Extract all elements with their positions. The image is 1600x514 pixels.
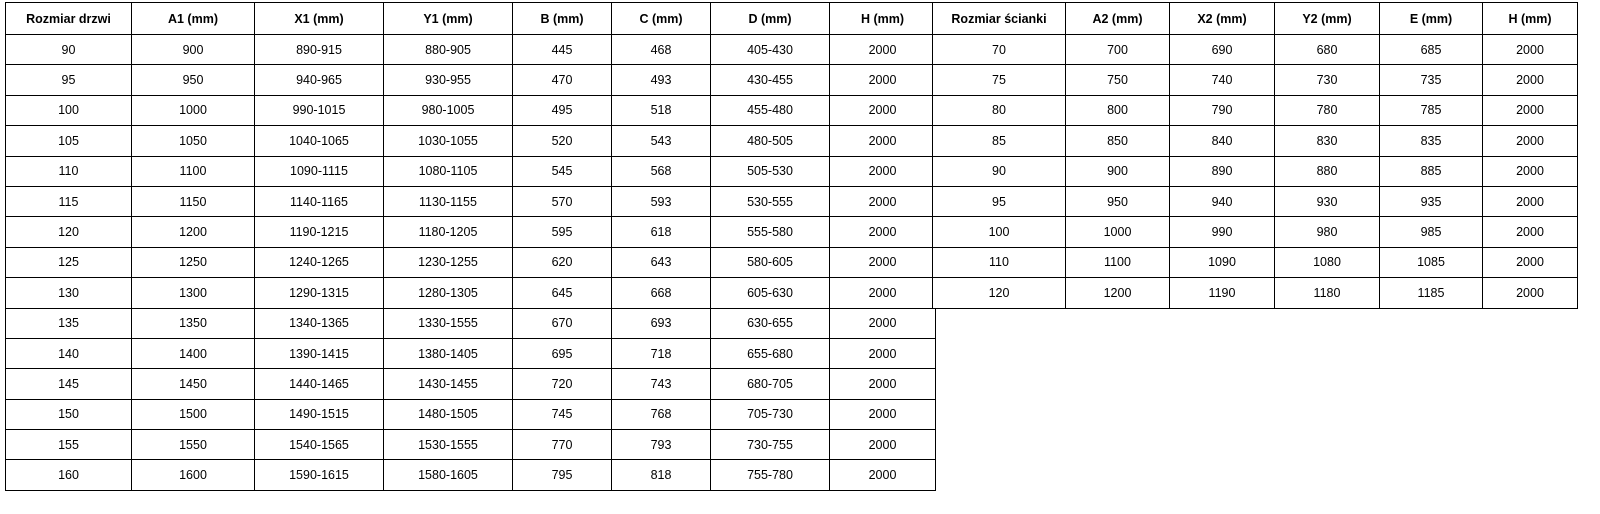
door-column-header: C (mm) [612, 3, 711, 35]
table-cell: 1150 [132, 186, 255, 216]
table-cell: 1540-1565 [255, 430, 384, 460]
table-cell: 2000 [830, 247, 936, 277]
table-cell: 1590-1615 [255, 460, 384, 490]
wall-column-header: H (mm) [1483, 3, 1578, 35]
table-cell: 100 [933, 217, 1066, 247]
table-cell: 618 [612, 217, 711, 247]
table-row [933, 35, 1578, 65]
table-row [6, 430, 936, 460]
table-cell: 1250 [132, 247, 255, 277]
table-cell: 1290-1315 [255, 278, 384, 308]
table-cell: 885 [1380, 156, 1483, 186]
table-cell: 840 [1170, 126, 1275, 156]
table-cell: 2000 [1483, 278, 1578, 308]
table-cell: 1000 [1066, 217, 1170, 247]
table-cell: 785 [1380, 95, 1483, 125]
table-cell: 1230-1255 [384, 247, 513, 277]
table-cell: 690 [1170, 35, 1275, 65]
table-cell: 718 [612, 338, 711, 368]
table-row [933, 217, 1578, 247]
table-cell: 1090-1115 [255, 156, 384, 186]
table-cell: 1480-1505 [384, 399, 513, 429]
table-cell: 1080 [1275, 247, 1380, 277]
table-cell: 980-1005 [384, 95, 513, 125]
table-cell: 1200 [132, 217, 255, 247]
table-cell: 605-630 [711, 278, 830, 308]
door-dimensions-table [5, 2, 936, 491]
table-cell: 793 [612, 430, 711, 460]
table-cell: 150 [6, 399, 132, 429]
table-cell: 1190-1215 [255, 217, 384, 247]
table-cell: 695 [513, 338, 612, 368]
table-cell: 740 [1170, 65, 1275, 95]
table-cell: 2000 [830, 430, 936, 460]
table-cell: 130 [6, 278, 132, 308]
table-cell: 880 [1275, 156, 1380, 186]
table-cell: 705-730 [711, 399, 830, 429]
table-cell: 880-905 [384, 35, 513, 65]
table-cell: 730-755 [711, 430, 830, 460]
table-cell: 430-455 [711, 65, 830, 95]
table-cell: 480-505 [711, 126, 830, 156]
table-cell: 990 [1170, 217, 1275, 247]
door-column-header: B (mm) [513, 3, 612, 35]
table-row [933, 126, 1578, 156]
table-cell: 1190 [1170, 278, 1275, 308]
table-cell: 120 [933, 278, 1066, 308]
table-cell: 2000 [830, 369, 936, 399]
table-cell: 1100 [132, 156, 255, 186]
table-cell: 493 [612, 65, 711, 95]
table-cell: 655-680 [711, 338, 830, 368]
table-row [6, 338, 936, 368]
table-row [6, 278, 936, 308]
table-cell: 1530-1555 [384, 430, 513, 460]
table-cell: 1350 [132, 308, 255, 338]
table-cell: 800 [1066, 95, 1170, 125]
table-cell: 2000 [830, 126, 936, 156]
table-cell: 568 [612, 156, 711, 186]
table-cell: 930 [1275, 186, 1380, 216]
table-cell: 780 [1275, 95, 1380, 125]
table-cell: 1340-1365 [255, 308, 384, 338]
table-cell: 900 [1066, 156, 1170, 186]
table-cell: 755-780 [711, 460, 830, 490]
table-cell: 2000 [830, 35, 936, 65]
table-cell: 1280-1305 [384, 278, 513, 308]
table-cell: 630-655 [711, 308, 830, 338]
table-cell: 135 [6, 308, 132, 338]
table-cell: 530-555 [711, 186, 830, 216]
table-cell: 95 [6, 65, 132, 95]
wall-table-body [933, 35, 1578, 309]
table-row [933, 95, 1578, 125]
table-cell: 743 [612, 369, 711, 399]
table-cell: 685 [1380, 35, 1483, 65]
table-cell: 75 [933, 65, 1066, 95]
table-cell: 680-705 [711, 369, 830, 399]
table-cell: 2000 [1483, 156, 1578, 186]
door-column-header: Rozmiar drzwi [6, 3, 132, 35]
table-row [6, 95, 936, 125]
table-cell: 770 [513, 430, 612, 460]
door-table-header [6, 3, 936, 35]
table-cell: 2000 [830, 186, 936, 216]
table-cell: 1440-1465 [255, 369, 384, 399]
table-cell: 768 [612, 399, 711, 429]
table-cell: 115 [6, 186, 132, 216]
table-cell: 2000 [830, 278, 936, 308]
table-cell: 1600 [132, 460, 255, 490]
table-cell: 70 [933, 35, 1066, 65]
table-cell: 2000 [1483, 217, 1578, 247]
table-row [6, 65, 936, 95]
table-cell: 980 [1275, 217, 1380, 247]
table-cell: 1100 [1066, 247, 1170, 277]
wall-column-header: X2 (mm) [1170, 3, 1275, 35]
table-cell: 1500 [132, 399, 255, 429]
table-cell: 100 [6, 95, 132, 125]
table-cell: 720 [513, 369, 612, 399]
table-cell: 543 [612, 126, 711, 156]
table-cell: 990-1015 [255, 95, 384, 125]
table-cell: 890-915 [255, 35, 384, 65]
table-cell: 2000 [830, 65, 936, 95]
door-column-header: D (mm) [711, 3, 830, 35]
table-row [6, 156, 936, 186]
table-row [933, 247, 1578, 277]
table-cell: 518 [612, 95, 711, 125]
table-cell: 593 [612, 186, 711, 216]
table-cell: 643 [612, 247, 711, 277]
door-table-body [6, 35, 936, 491]
table-cell: 1040-1065 [255, 126, 384, 156]
table-row [6, 460, 936, 490]
table-cell: 1550 [132, 430, 255, 460]
table-cell: 645 [513, 278, 612, 308]
table-row [6, 247, 936, 277]
wall-column-header: Y2 (mm) [1275, 3, 1380, 35]
table-row [933, 278, 1578, 308]
table-cell: 145 [6, 369, 132, 399]
table-cell: 580-605 [711, 247, 830, 277]
table-cell: 1130-1155 [384, 186, 513, 216]
table-row [933, 65, 1578, 95]
table-cell: 468 [612, 35, 711, 65]
table-cell: 850 [1066, 126, 1170, 156]
table-cell: 680 [1275, 35, 1380, 65]
table-cell: 1080-1105 [384, 156, 513, 186]
table-cell: 795 [513, 460, 612, 490]
table-cell: 445 [513, 35, 612, 65]
table-cell: 2000 [830, 338, 936, 368]
table-cell: 750 [1066, 65, 1170, 95]
table-cell: 940-965 [255, 65, 384, 95]
table-cell: 155 [6, 430, 132, 460]
table-row [6, 308, 936, 338]
table-cell: 745 [513, 399, 612, 429]
table-cell: 105 [6, 126, 132, 156]
table-cell: 160 [6, 460, 132, 490]
table-row [6, 217, 936, 247]
table-row [6, 369, 936, 399]
door-column-header: X1 (mm) [255, 3, 384, 35]
table-cell: 1200 [1066, 278, 1170, 308]
table-cell: 1330-1555 [384, 308, 513, 338]
table-cell: 935 [1380, 186, 1483, 216]
table-cell: 595 [513, 217, 612, 247]
table-cell: 120 [6, 217, 132, 247]
door-column-header: Y1 (mm) [384, 3, 513, 35]
table-cell: 1300 [132, 278, 255, 308]
table-cell: 790 [1170, 95, 1275, 125]
table-cell: 95 [933, 186, 1066, 216]
table-cell: 2000 [830, 217, 936, 247]
wall-column-header: Rozmiar ścianki [933, 3, 1066, 35]
door-column-header: H (mm) [830, 3, 936, 35]
table-cell: 455-480 [711, 95, 830, 125]
table-cell: 2000 [1483, 247, 1578, 277]
table-cell: 470 [513, 65, 612, 95]
table-cell: 900 [132, 35, 255, 65]
wall-column-header: A2 (mm) [1066, 3, 1170, 35]
table-cell: 668 [612, 278, 711, 308]
table-cell: 125 [6, 247, 132, 277]
door-dimensions-table-container [5, 2, 936, 491]
table-cell: 1000 [132, 95, 255, 125]
table-cell: 2000 [830, 95, 936, 125]
table-row [6, 35, 936, 65]
table-cell: 1450 [132, 369, 255, 399]
table-cell: 2000 [1483, 95, 1578, 125]
table-row [6, 186, 936, 216]
door-column-header: A1 (mm) [132, 3, 255, 35]
table-cell: 1180 [1275, 278, 1380, 308]
table-cell: 950 [132, 65, 255, 95]
table-cell: 730 [1275, 65, 1380, 95]
table-cell: 90 [6, 35, 132, 65]
table-cell: 835 [1380, 126, 1483, 156]
table-cell: 2000 [1483, 65, 1578, 95]
table-cell: 1380-1405 [384, 338, 513, 368]
table-cell: 1430-1455 [384, 369, 513, 399]
wall-dimensions-table-container [932, 2, 1578, 309]
table-cell: 1030-1055 [384, 126, 513, 156]
table-cell: 520 [513, 126, 612, 156]
table-cell: 1580-1605 [384, 460, 513, 490]
table-cell: 620 [513, 247, 612, 277]
table-row [6, 126, 936, 156]
table-cell: 940 [1170, 186, 1275, 216]
table-cell: 110 [6, 156, 132, 186]
table-row [933, 186, 1578, 216]
table-cell: 985 [1380, 217, 1483, 247]
table-cell: 545 [513, 156, 612, 186]
table-cell: 890 [1170, 156, 1275, 186]
table-cell: 2000 [830, 399, 936, 429]
table-cell: 2000 [1483, 126, 1578, 156]
table-cell: 495 [513, 95, 612, 125]
table-row [6, 399, 936, 429]
table-cell: 2000 [1483, 35, 1578, 65]
table-cell: 1240-1265 [255, 247, 384, 277]
table-cell: 1185 [1380, 278, 1483, 308]
table-cell: 950 [1066, 186, 1170, 216]
table-cell: 693 [612, 308, 711, 338]
table-cell: 670 [513, 308, 612, 338]
wall-dimensions-table [932, 2, 1578, 309]
table-cell: 1050 [132, 126, 255, 156]
table-cell: 2000 [830, 460, 936, 490]
table-cell: 930-955 [384, 65, 513, 95]
table-cell: 1400 [132, 338, 255, 368]
table-cell: 90 [933, 156, 1066, 186]
table-cell: 85 [933, 126, 1066, 156]
table-cell: 555-580 [711, 217, 830, 247]
table-cell: 1490-1515 [255, 399, 384, 429]
table-cell: 570 [513, 186, 612, 216]
table-cell: 830 [1275, 126, 1380, 156]
table-header-row [6, 3, 936, 35]
table-cell: 1390-1415 [255, 338, 384, 368]
table-header-row [933, 3, 1578, 35]
table-cell: 818 [612, 460, 711, 490]
table-cell: 505-530 [711, 156, 830, 186]
table-cell: 735 [1380, 65, 1483, 95]
wall-column-header: E (mm) [1380, 3, 1483, 35]
table-row [933, 156, 1578, 186]
table-cell: 110 [933, 247, 1066, 277]
wall-table-header [933, 3, 1578, 35]
table-cell: 1090 [1170, 247, 1275, 277]
table-cell: 1180-1205 [384, 217, 513, 247]
table-cell: 2000 [1483, 186, 1578, 216]
table-cell: 2000 [830, 156, 936, 186]
table-cell: 140 [6, 338, 132, 368]
table-cell: 700 [1066, 35, 1170, 65]
table-cell: 80 [933, 95, 1066, 125]
table-cell: 1085 [1380, 247, 1483, 277]
table-cell: 405-430 [711, 35, 830, 65]
table-cell: 1140-1165 [255, 186, 384, 216]
table-cell: 2000 [830, 308, 936, 338]
